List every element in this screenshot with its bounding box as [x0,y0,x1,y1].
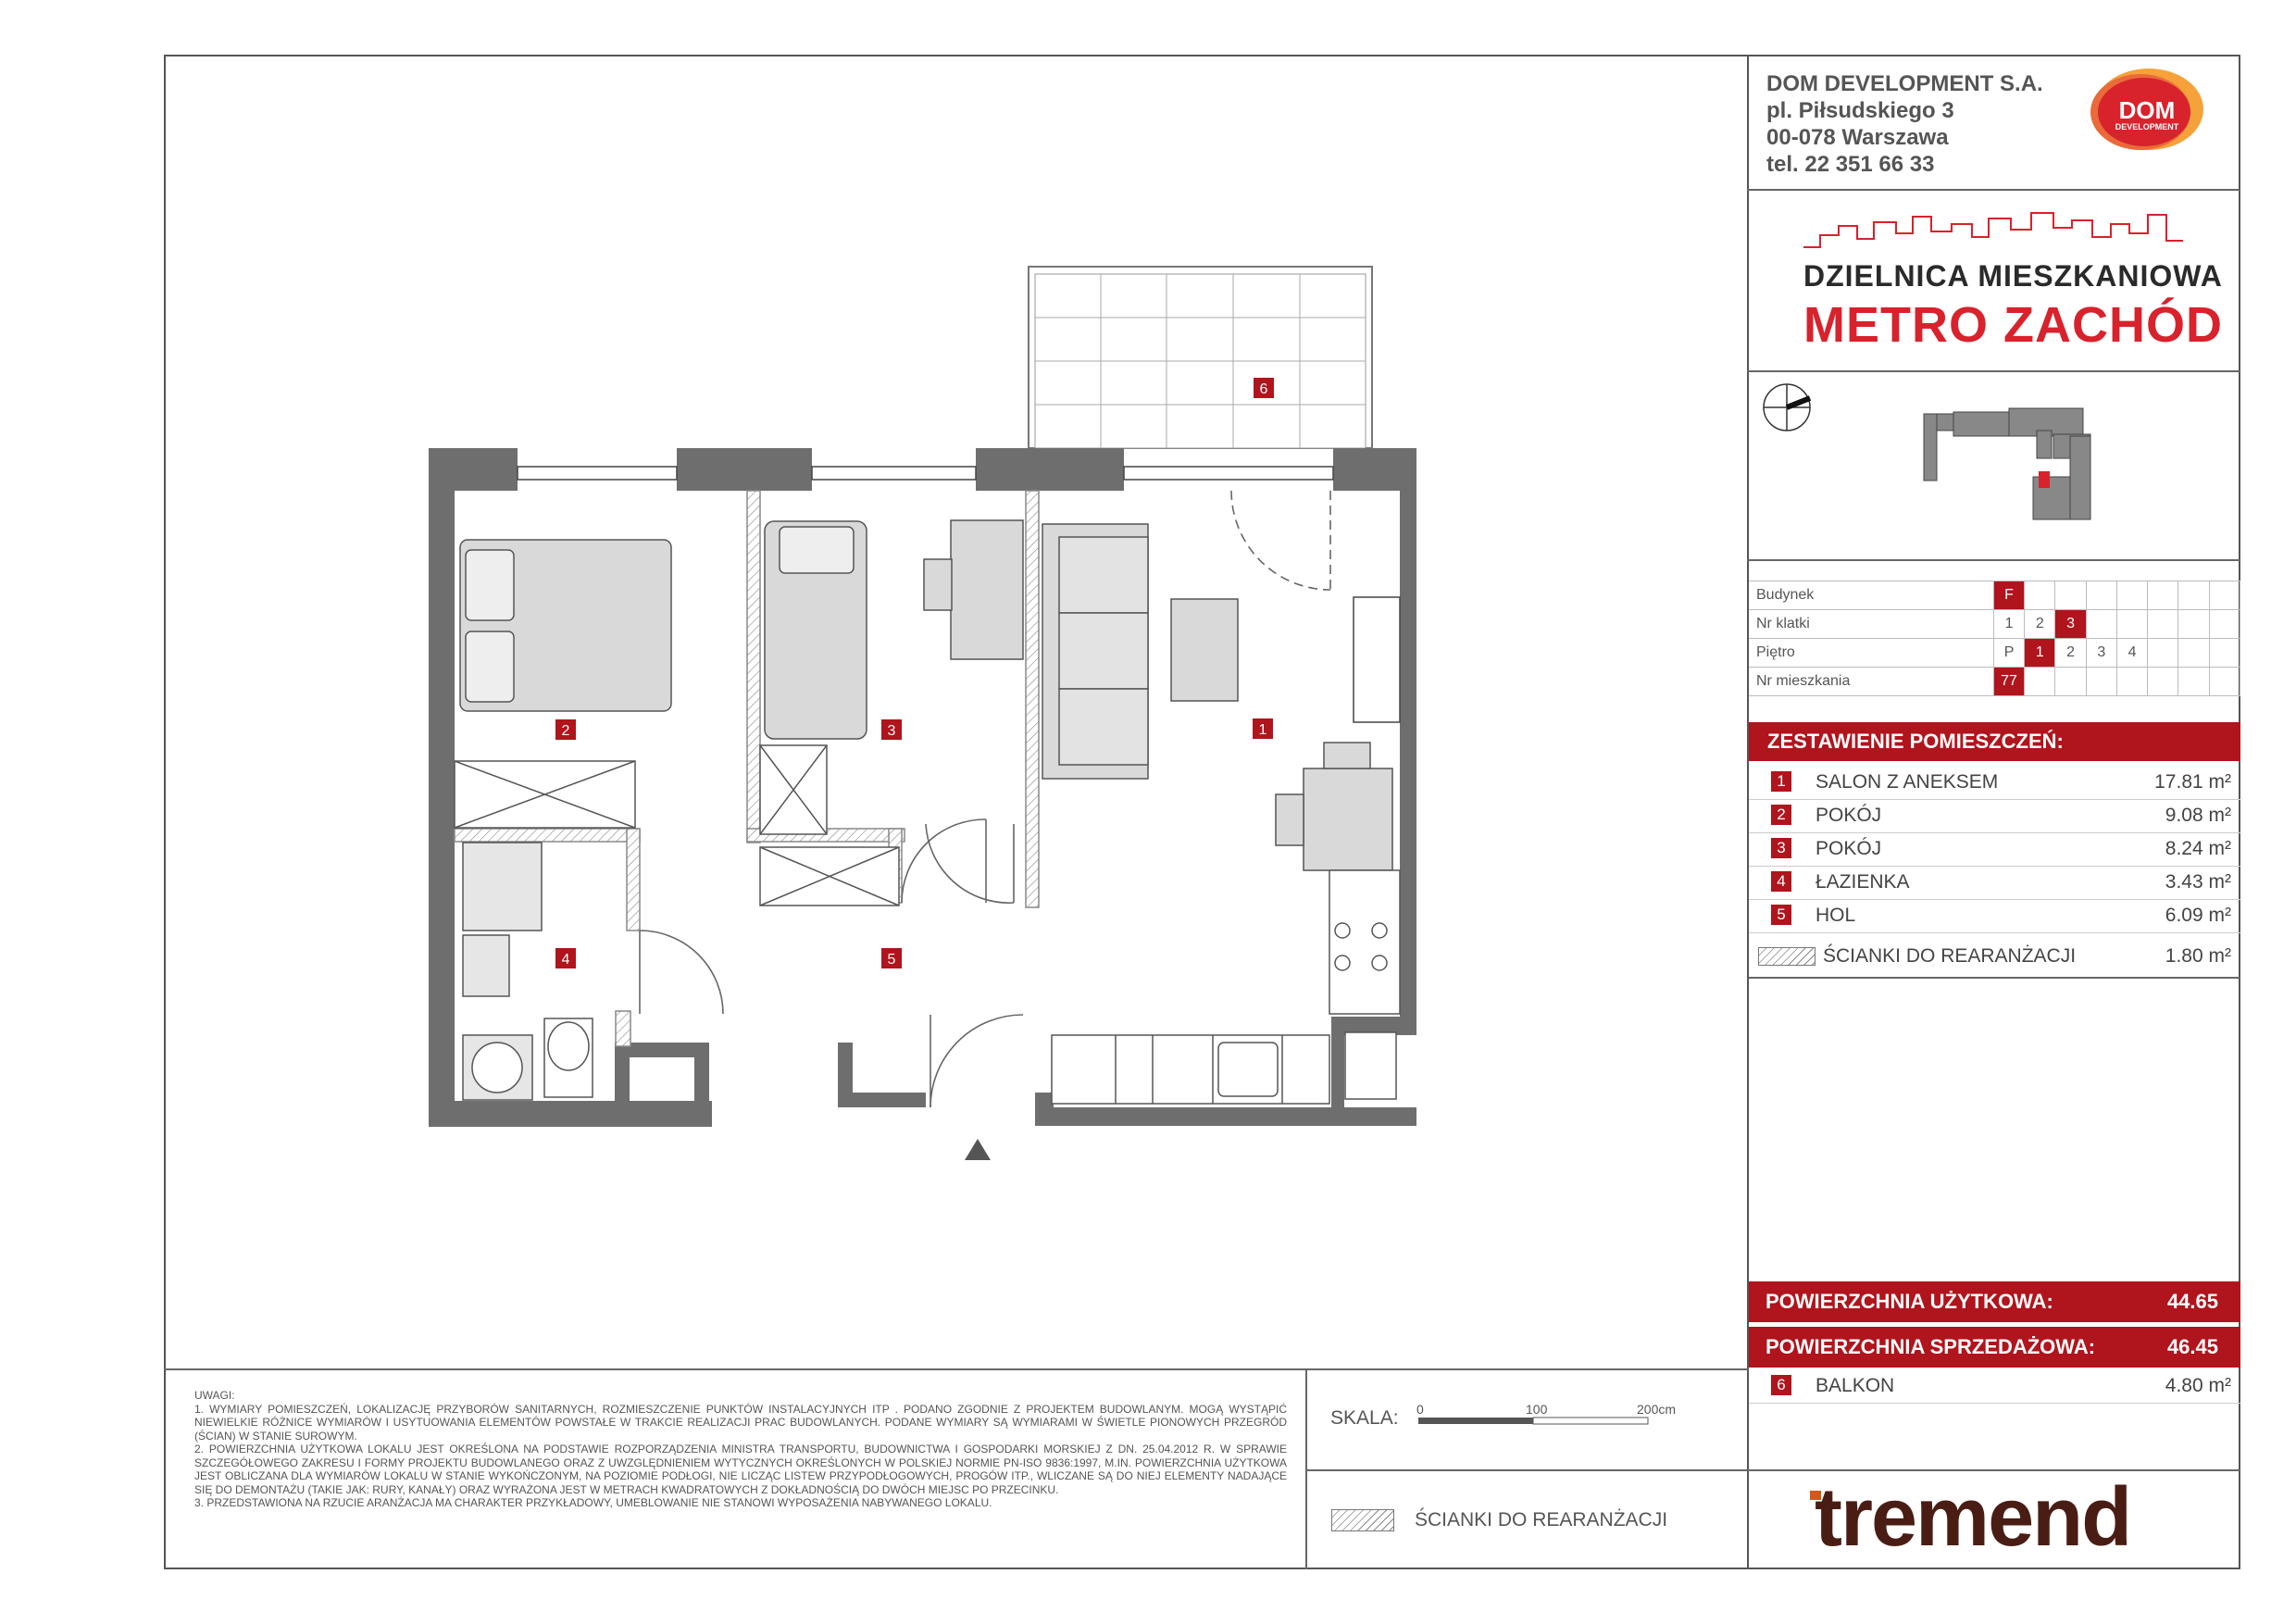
room-row: 3 POKÓJ 8.24 m² [1749,832,2240,867]
svg-text:0: 0 [1416,1402,1424,1417]
skyline-icon [1803,206,2183,252]
entrance-arrow-icon [965,1139,991,1160]
notes-separator [164,1368,1749,1370]
scale-separator [1305,1469,1747,1471]
plan-label-5: 5 [887,952,896,968]
room-row: 5 HOL 6.09 m² [1749,899,2240,933]
company-name: DOM DEVELOPMENT S.A. [1766,71,2043,96]
apartment-info-table [1749,581,2240,696]
panel-separator [1747,189,2240,191]
plan-label-3: 3 [887,723,896,739]
sale-area-bar: POWIERZCHNIA SPRZEDAŻOWA: 46.45 [1749,1327,2240,1368]
room-row: 1 SALON Z ANEKSEM 17.81 m² [1749,766,2240,800]
svg-text:100: 100 [1526,1402,1548,1417]
partition-row: ŚCIANKI DO REARANŻACJI 1.80 m² [1749,940,2240,979]
plan-label-1: 1 [1258,722,1267,738]
project-title-line1: DZIELNICA MIESZKANIOWA [1803,259,2223,293]
plan-label-4: 4 [561,952,570,968]
floor-plan [0,0,1444,1204]
project-title-line2: METRO ZACHÓD [1803,297,2223,353]
room3-furniture [760,520,1023,906]
floor-row: Piętro P 1 2 3 4 [1749,639,2240,668]
hatch-swatch [1758,947,1816,966]
company-street: pl. Piłsudskiego 3 [1766,98,1954,123]
building-row: Budynek F [1749,581,2240,610]
notes-block: UWAGI: 1. WYMIARY POMIESZCZEŃ, LOKALIZACJĘ PRZYBORÓW SANITARNYCH, ROZMIESZCZENIE PUNKTÓW INSTALACYJNYCH ITP . PODANO ZGODNIE Z PROJEKTEM BUDOWLANYM. MOGĄ WYSTĄPIĆ NIEWIELKIE RÓŻNICE WYMIARÓW I USYTUOWANIA ELEMENTÓW POWSTAŁE W TRAKCIE REALIZACJI PRAC BUDOWLANYCH. PODANE WYMIARY SĄ WYMIARAMI W ŚWIETLE PIONOWYCH PRZEGRÓD (ŚCIAN) W STANIE SUROWYM. 2. POWIERZCHNIA UŻYTKOWA LOKALU JEST OKREŚLONA NA PODSTAWIE ROZPORZĄDZENIA MINISTRA TRANSPORTU, BUDOWNICTWA I GOSPODARKI MORSKIEJ Z DN. 25.04.2012 R. W SPRAWIE SZCZEGÓŁOWEGO ZAKRESU I FORMY PROJEKTU BUDOWLANEGO ORAZ Z UWZGLĘDNIENIEM WYTYCZNYCH OKREŚLONYCH W POLSKIEJ NORMIE PN-ISO 9836:1997, M.IN. POWIERZCHNIA UŻYTKOWA JEST OBLICZANA DLA WYMIARÓW LOKALU W STANIE WYKOŃCZONYM, NA POZIOMIE PODŁOGI, NIE LICZĄC LISTEW PRZYPODŁOGOWYCH, PROGÓW ITP., WLICZANE SĄ DO NIEJ ELEMENTY NADAJĄCE SIĘ DO DEMONTAŻU (TAKIE JAK: RURY, KANAŁY) ORAZ WYRAŻONA JEST W METRACH KWADRATOWYCH Z DOKŁADNOŚCIĄ DO DWÓCH MIEJSC PO PRZECINKU. 3. PRZEDSTAWIONA NA RZUCIE ARANŻACJA MA CHARAKTER PRZYKŁADOWY, UMEBLOWANIE NIE STANOWI WYPOSAŻENIA NABYWANEGO LOKALU. [194,1389,1287,1509]
room-row: 2 POKÓJ 9.08 m² [1749,799,2240,833]
apartment-row: Nr mieszkania 77 [1749,668,2240,696]
bedroom-furniture [455,540,671,828]
rooms-header: ZESTAWIENIE POMIESZCZEŃ: [1749,722,2240,761]
apartment-location-marker [2039,471,2050,488]
building-key-plan [1759,375,2240,560]
scale-label: SKALA: [1330,1407,1399,1429]
plan-label-2: 2 [561,723,570,739]
panel-separator [1747,370,2240,372]
dom-development-logo: DOM DEVELOPMENT [2087,65,2207,154]
legend-label: ŚCIANKI DO REARANŻACJI [1415,1509,1668,1530]
usable-area-bar: POWIERZCHNIA UŻYTKOWA: 44.65 [1749,1281,2240,1322]
tremend-logo: tremend [1815,1471,2131,1564]
company-phone: tel. 22 351 66 33 [1766,152,1935,177]
company-city: 00-078 Warszawa [1766,125,1949,150]
room-row: 4 ŁAZIENKA 3.43 m² [1749,866,2240,900]
legend-hatch-swatch [1331,1509,1394,1531]
compass-small-icon [1764,384,1810,431]
scale-bar [1416,1402,1694,1430]
bathroom-fixtures [463,843,593,1100]
staircase-row: Nr klatki 1 2 3 [1749,610,2240,639]
plan-label-6: 6 [1259,381,1268,397]
balcony-row: 6 BALKON 4.80 m² [1749,1369,2240,1404]
balcony-area [1029,267,1372,448]
svg-text:200cm: 200cm [1637,1402,1677,1417]
company-contact [1766,70,2043,178]
